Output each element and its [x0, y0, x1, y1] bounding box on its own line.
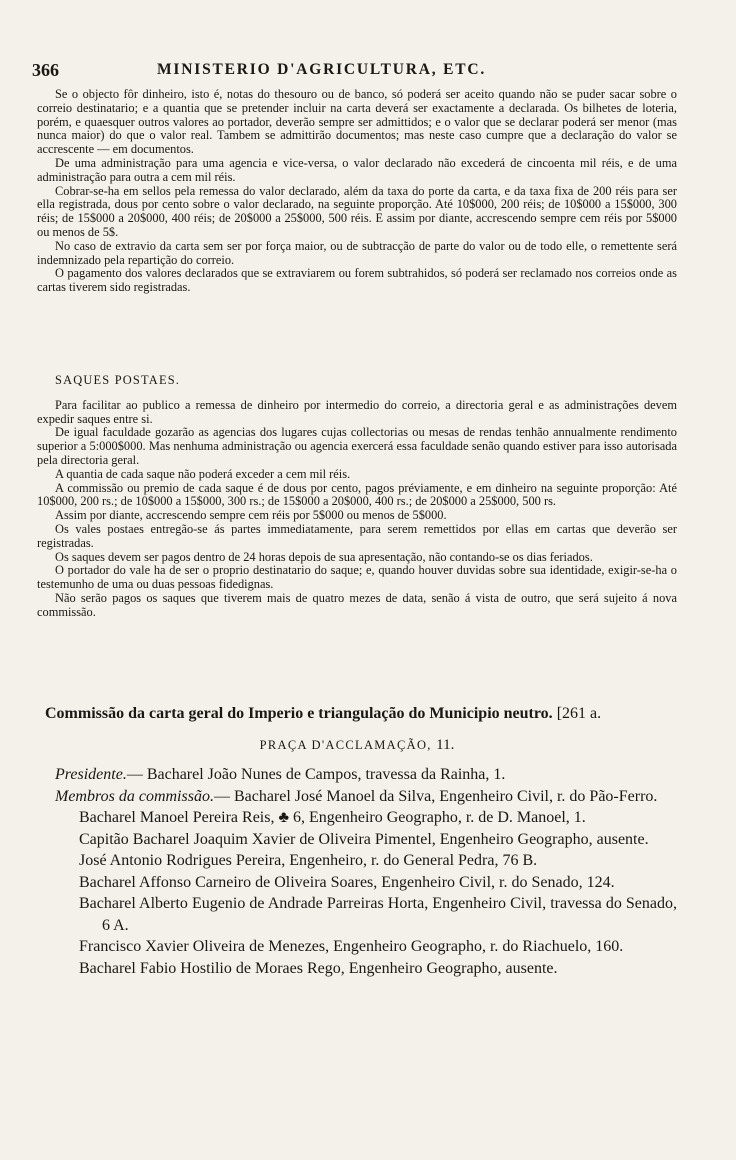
members-entry	[45, 786, 677, 808]
paragraph: Os vales postaes entregão-se ás partes immediatamente, para serem remettidos por ellas em cartas que deverão ser registradas.	[37, 521, 677, 550]
commission-address	[37, 737, 677, 754]
registered-mail-section	[37, 88, 677, 295]
paragraph: O pagamento dos valores declarados que se extraviarem ou forem subtrahidos, só poderá ser reclamado nos correios onde as cartas tiverem sido registradas.	[37, 266, 677, 295]
member-entry: Francisco Xavier Oliveira de Menezes, Engenheiro Geographo, r. do Riachuelo, 160.	[79, 938, 624, 955]
president-text: — Bacharel João Nunes de Campos, travessa da Rainha, 1.	[126, 766, 506, 783]
section-heading: SAQUES POSTAES.	[55, 373, 181, 387]
paragraph: De igual faculdade gozarão as agencias dos lugares cujas collectorias ou mesas de rendas tenhão annualmente rendimento superior a 5:000$000. Mas nenhuma administração ou agencia exercerá essa faculdade senão quando estiver para isso autorisada pela directoria geral.	[37, 425, 677, 467]
paragraph: Os saques devem ser pagos dentro de 24 horas depois de sua apresentação, não contando-se os dias feriados.	[55, 549, 593, 564]
president-entry	[45, 764, 677, 786]
paragraph: A quantia de cada saque não poderá exceder a cem mil réis.	[55, 466, 351, 481]
page-number: 366	[32, 60, 59, 80]
page-reference: [261 a.	[556, 705, 602, 722]
commission-title-line	[45, 705, 685, 723]
paragraph: No caso de extravio da carta sem ser por força maior, ou de subtracção de parte do valor ou de todo elle, o remettente será indemnizado pela repartição do correio.	[37, 238, 677, 267]
commission-title-text: Commissão da carta geral do Imperio e triangulação do Municipio neutro.	[45, 705, 553, 722]
member-entry: Bacharel Alberto Eugenio de Andrade Parreiras Horta, Engenheiro Civil, travessa do Senado, 6 A.	[79, 895, 677, 934]
member-entry: Bacharel Affonso Carneiro de Oliveira Soares, Engenheiro Civil, r. do Senado, 124.	[79, 873, 615, 891]
member-entry: Capitão Bacharel Joaquim Xavier de Oliveira Pimentel, Engenheiro Geographo, ausente.	[79, 830, 649, 848]
commission-members-list	[45, 764, 677, 979]
commission-title	[45, 705, 685, 723]
members-label: Membros da commissão.	[55, 787, 214, 805]
member-entry: Bacharel Fabio Hostilio de Moraes Rego, Engenheiro Geographo, ausente.	[79, 959, 558, 977]
paragraph: Se o objecto fôr dinheiro, isto é, notas do thesouro ou de banco, só poderá ser aceito quando não se puder sacar sobre o correio destinatario; e a quantia que se pretender incluir na carta deverá ser exactamente a declarada. Os bilhetes de loteria, porém, e quaesquer outros valores ao portador, deverão sempre ser admittidos; e o valor que se declarar poderá ser menor (mas nunca maior) do que o valor real. Tambem se admittirão documentos; mas neste caso cumpre que a declaração do valor se accrescente — em documentos.	[37, 87, 677, 157]
paragraph: De uma administração para uma agencia e vice-versa, o valor declarado não excederá de cincoenta mil réis, e de uma administração para outra a cem mil réis.	[37, 155, 677, 184]
paragraph: Não serão pagos os saques que tiverem mais de quatro mezes de data, senão á vista de outro, que será sujeito á nova commissão.	[37, 590, 677, 619]
running-head: MINISTERIO D'AGRICULTURA, ETC.	[157, 61, 487, 78]
postal-orders-section	[37, 374, 677, 620]
place-number: 11.	[436, 737, 455, 753]
member-entry: Bacharel Manoel Pereira Reis, ♣ 6, Engenheiro Geographo, r. de D. Manoel, 1.	[79, 809, 586, 826]
paragraph: Cobrar-se-ha em sellos pela remessa do valor declarado, além da taxa do porte da carta, e da taxa fixa de 200 réis para ser ella registrada, dous por cento sobre o valor declarado, na seguinte proporção. Até 10$000, 200 réis; de 10$000 a 15$000, 300 réis; de 15$000 a 20$000, 400 réis; de 20$000 a 25$000, 500 réis. E assim por diante, accrescendo sempre cem réis por 5$000 ou menos de 5$.	[37, 183, 677, 239]
place-line	[37, 737, 677, 754]
paragraph: A commissão ou premio de cada saque é de dous por cento, pagos préviamente, e em dinheiro na seguinte proporção: Até 10$000, 200 rs.; de 10$000 a 15$000, 300 rs.; de 15$000 a 20$000, 400 rs.; de 20$000 a 25$000, 500 rs.	[37, 480, 677, 509]
paragraph: Para facilitar ao publico a remessa de dinheiro por intermedio do correio, a directoria geral e as administrações devem expedir saques entre si.	[37, 397, 677, 426]
members-text: — Bacharel José Manoel da Silva, Engenheiro Civil, r. do Pão-Ferro.	[213, 787, 658, 805]
place-label: PRAÇA D'ACCLAMAÇÃO,	[259, 738, 432, 752]
member-entry: José Antonio Rodrigues Pereira, Engenheiro, r. do General Pedra, 76 B.	[79, 852, 538, 869]
page-header	[32, 60, 672, 84]
paragraph: Assim por diante, accrescendo sempre cem réis por 5$000 ou menos de 5$000.	[55, 508, 447, 523]
paragraph: O portador do vale ha de ser o proprio destinatario do saque; e, quando houver duvidas sobre sua identidade, exigir-se-ha o testemunho de uma ou duas pessoas fidedignas.	[37, 563, 677, 592]
president-label: Presidente.	[55, 766, 127, 783]
